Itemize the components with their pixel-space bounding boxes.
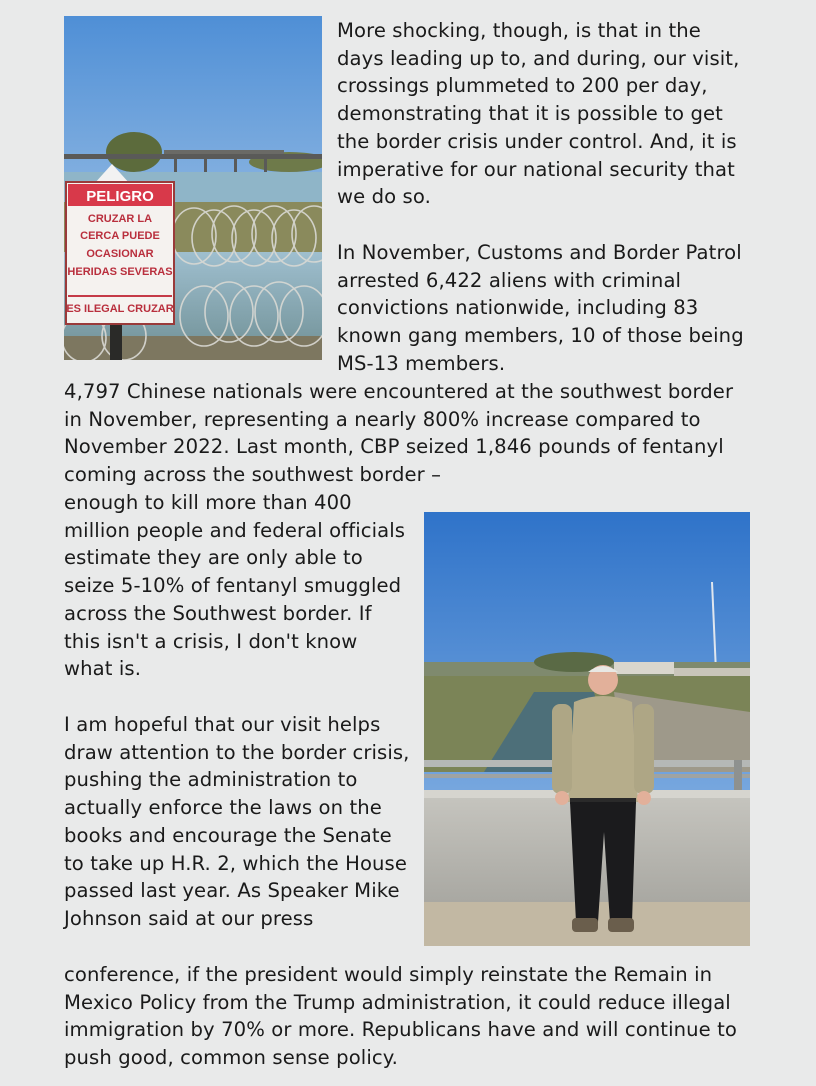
paragraph-fentanyl-continued: enough to kill more than 400 million people and federal officials estimate they are only able to seize 5-10% of fentanyl smuggled across the Southwest border. If this isn't a crisis, I don't know what is. <box>64 491 406 681</box>
sign-title: PELIGRO <box>86 188 154 205</box>
sign-line: OCASIONAR <box>86 248 154 260</box>
sign-line: CRUZAR LA <box>87 213 153 225</box>
bridge-portrait-photo <box>424 512 750 946</box>
sign-line: ES ILEGAL CRUZAR <box>66 303 174 315</box>
paragraph-crossings: More shocking, though, is that in the days leading up to, and during, our visit, crossings plummeted to 200 per day, demonstrating that it is possible to get the border crisis under control. And, it is imperative for our national security that we do so. <box>337 19 740 209</box>
border-sign-photo <box>64 16 322 360</box>
sign-line: HERIDAS SEVERAS <box>67 266 173 278</box>
paragraph-remain-in-mexico: conference, if the president would simply reinstate the Remain in Mexico Policy from the Trump administration, it could reduce illegal immigration by 70% or more. Republicans have and will continue to push good, common sense policy. <box>64 963 738 1070</box>
paragraph-fentanyl: 4,797 Chinese nationals were encountered at the southwest border in November, representing a nearly 800% increase compared to November 2022. Last month, CBP seized 1,846 pounds of fentanyl coming across the southwest border – <box>64 380 734 487</box>
paragraph-hopeful: I am hopeful that our visit helps draw attention to the border crisis, pushing the administration to actually enforce the laws on the books and encourage the Senate to take up H.R. 2, which the House passed last year. As Speaker Mike Johnson said at our press <box>64 713 410 930</box>
sign-line: CERCA PUEDE <box>80 230 160 242</box>
paragraph-arrests: In November, Customs and Border Patrol arrested 6,422 aliens with criminal convictions nationwide, including 83 known gang members, 10 of those being MS-13 members. <box>337 241 744 375</box>
